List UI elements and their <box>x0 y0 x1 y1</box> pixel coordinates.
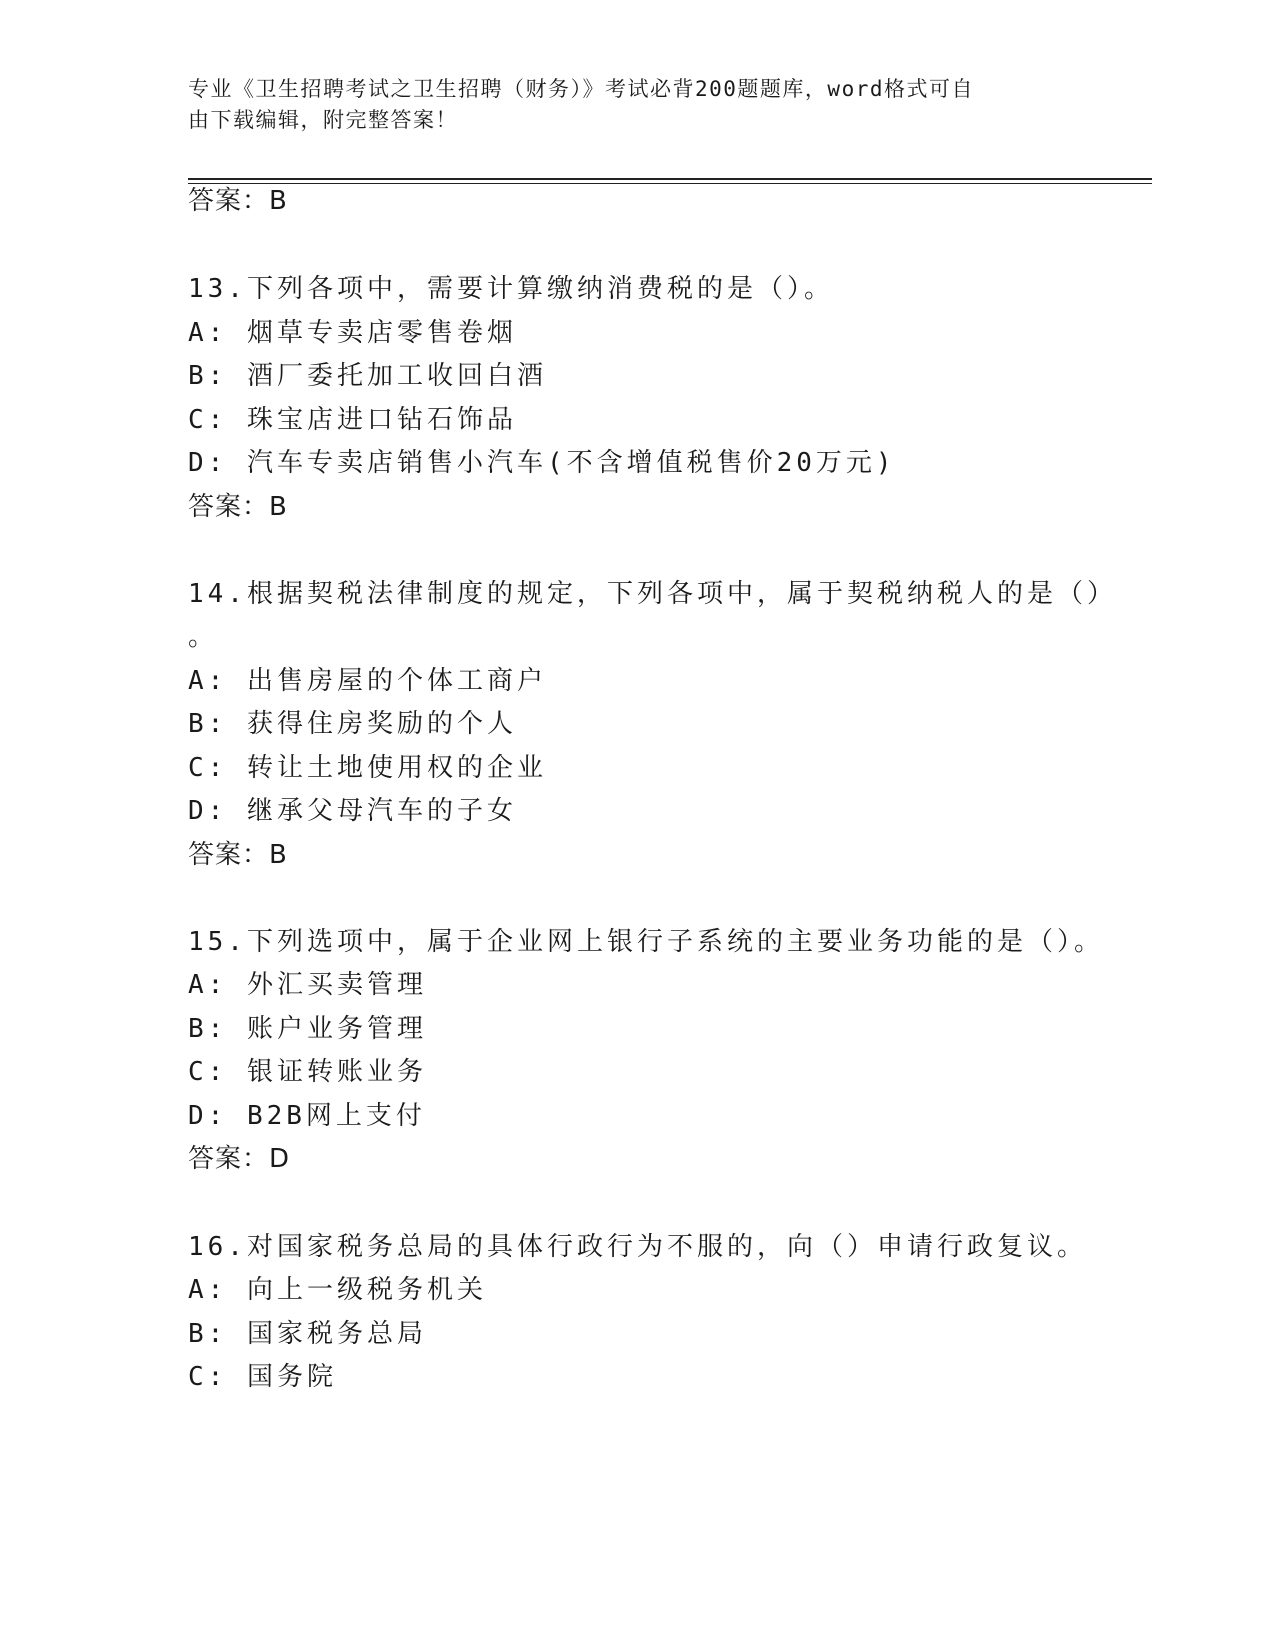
page-header <box>188 74 1068 136</box>
question-13-option-b: B: 酒厂委托加工收回白酒 <box>188 361 547 391</box>
question-14-option-c: C: 转让土地使用权的企业 <box>188 753 547 783</box>
question-13-answer: 答案：B <box>188 492 288 522</box>
question-13-option-a: A: 烟草专卖店零售卷烟 <box>188 318 517 348</box>
question-15-option-b: B: 账户业务管理 <box>188 1014 427 1044</box>
question-14-option-b: B: 获得住房奖励的个人 <box>188 709 517 739</box>
header-rule <box>188 178 1152 180</box>
header-line-1: 专业《卫生招聘考试之卫生招聘（财务）》考试必背200题题库，word格式可自 <box>188 77 974 101</box>
question-15-stem: 15.下列选项中，属于企业网上银行子系统的主要业务功能的是（）。 <box>188 927 1104 957</box>
question-16-option-a: A: 向上一级税务机关 <box>188 1275 487 1305</box>
question-13-option-d: D: 汽车专卖店销售小汽车(不含增值税售价20万元) <box>188 448 896 478</box>
question-14-option-d: D: 继承父母汽车的子女 <box>188 796 517 826</box>
question-15-option-a: A: 外汇买卖管理 <box>188 970 427 1000</box>
question-14-stem-continued: 。 <box>188 622 219 652</box>
question-13-stem: 13.下列各项中，需要计算缴纳消费税的是（）。 <box>188 274 834 304</box>
question-16-stem: 16.对国家税务总局的具体行政行为不服的，向（）申请行政复议。 <box>188 1232 1087 1262</box>
answer-previous: 答案：B <box>188 186 288 216</box>
question-14-option-a: A: 出售房屋的个体工商户 <box>188 666 547 696</box>
header-rule-thin <box>188 183 1152 184</box>
header-line-2: 由下载编辑，附完整答案！ <box>188 108 458 132</box>
question-16-option-c: C: 国务院 <box>188 1362 337 1392</box>
question-14-stem: 14.根据契税法律制度的规定，下列各项中，属于契税纳税人的是（） <box>188 579 1117 609</box>
question-15-option-d: D: B2B网上支付 <box>188 1101 426 1131</box>
question-16-option-b: B: 国家税务总局 <box>188 1319 427 1349</box>
question-13-option-c: C: 珠宝店进口钻石饰品 <box>188 405 517 435</box>
question-15-answer: 答案：D <box>188 1144 291 1174</box>
question-14-answer: 答案：B <box>188 840 288 870</box>
question-15-option-c: C: 银证转账业务 <box>188 1057 427 1087</box>
